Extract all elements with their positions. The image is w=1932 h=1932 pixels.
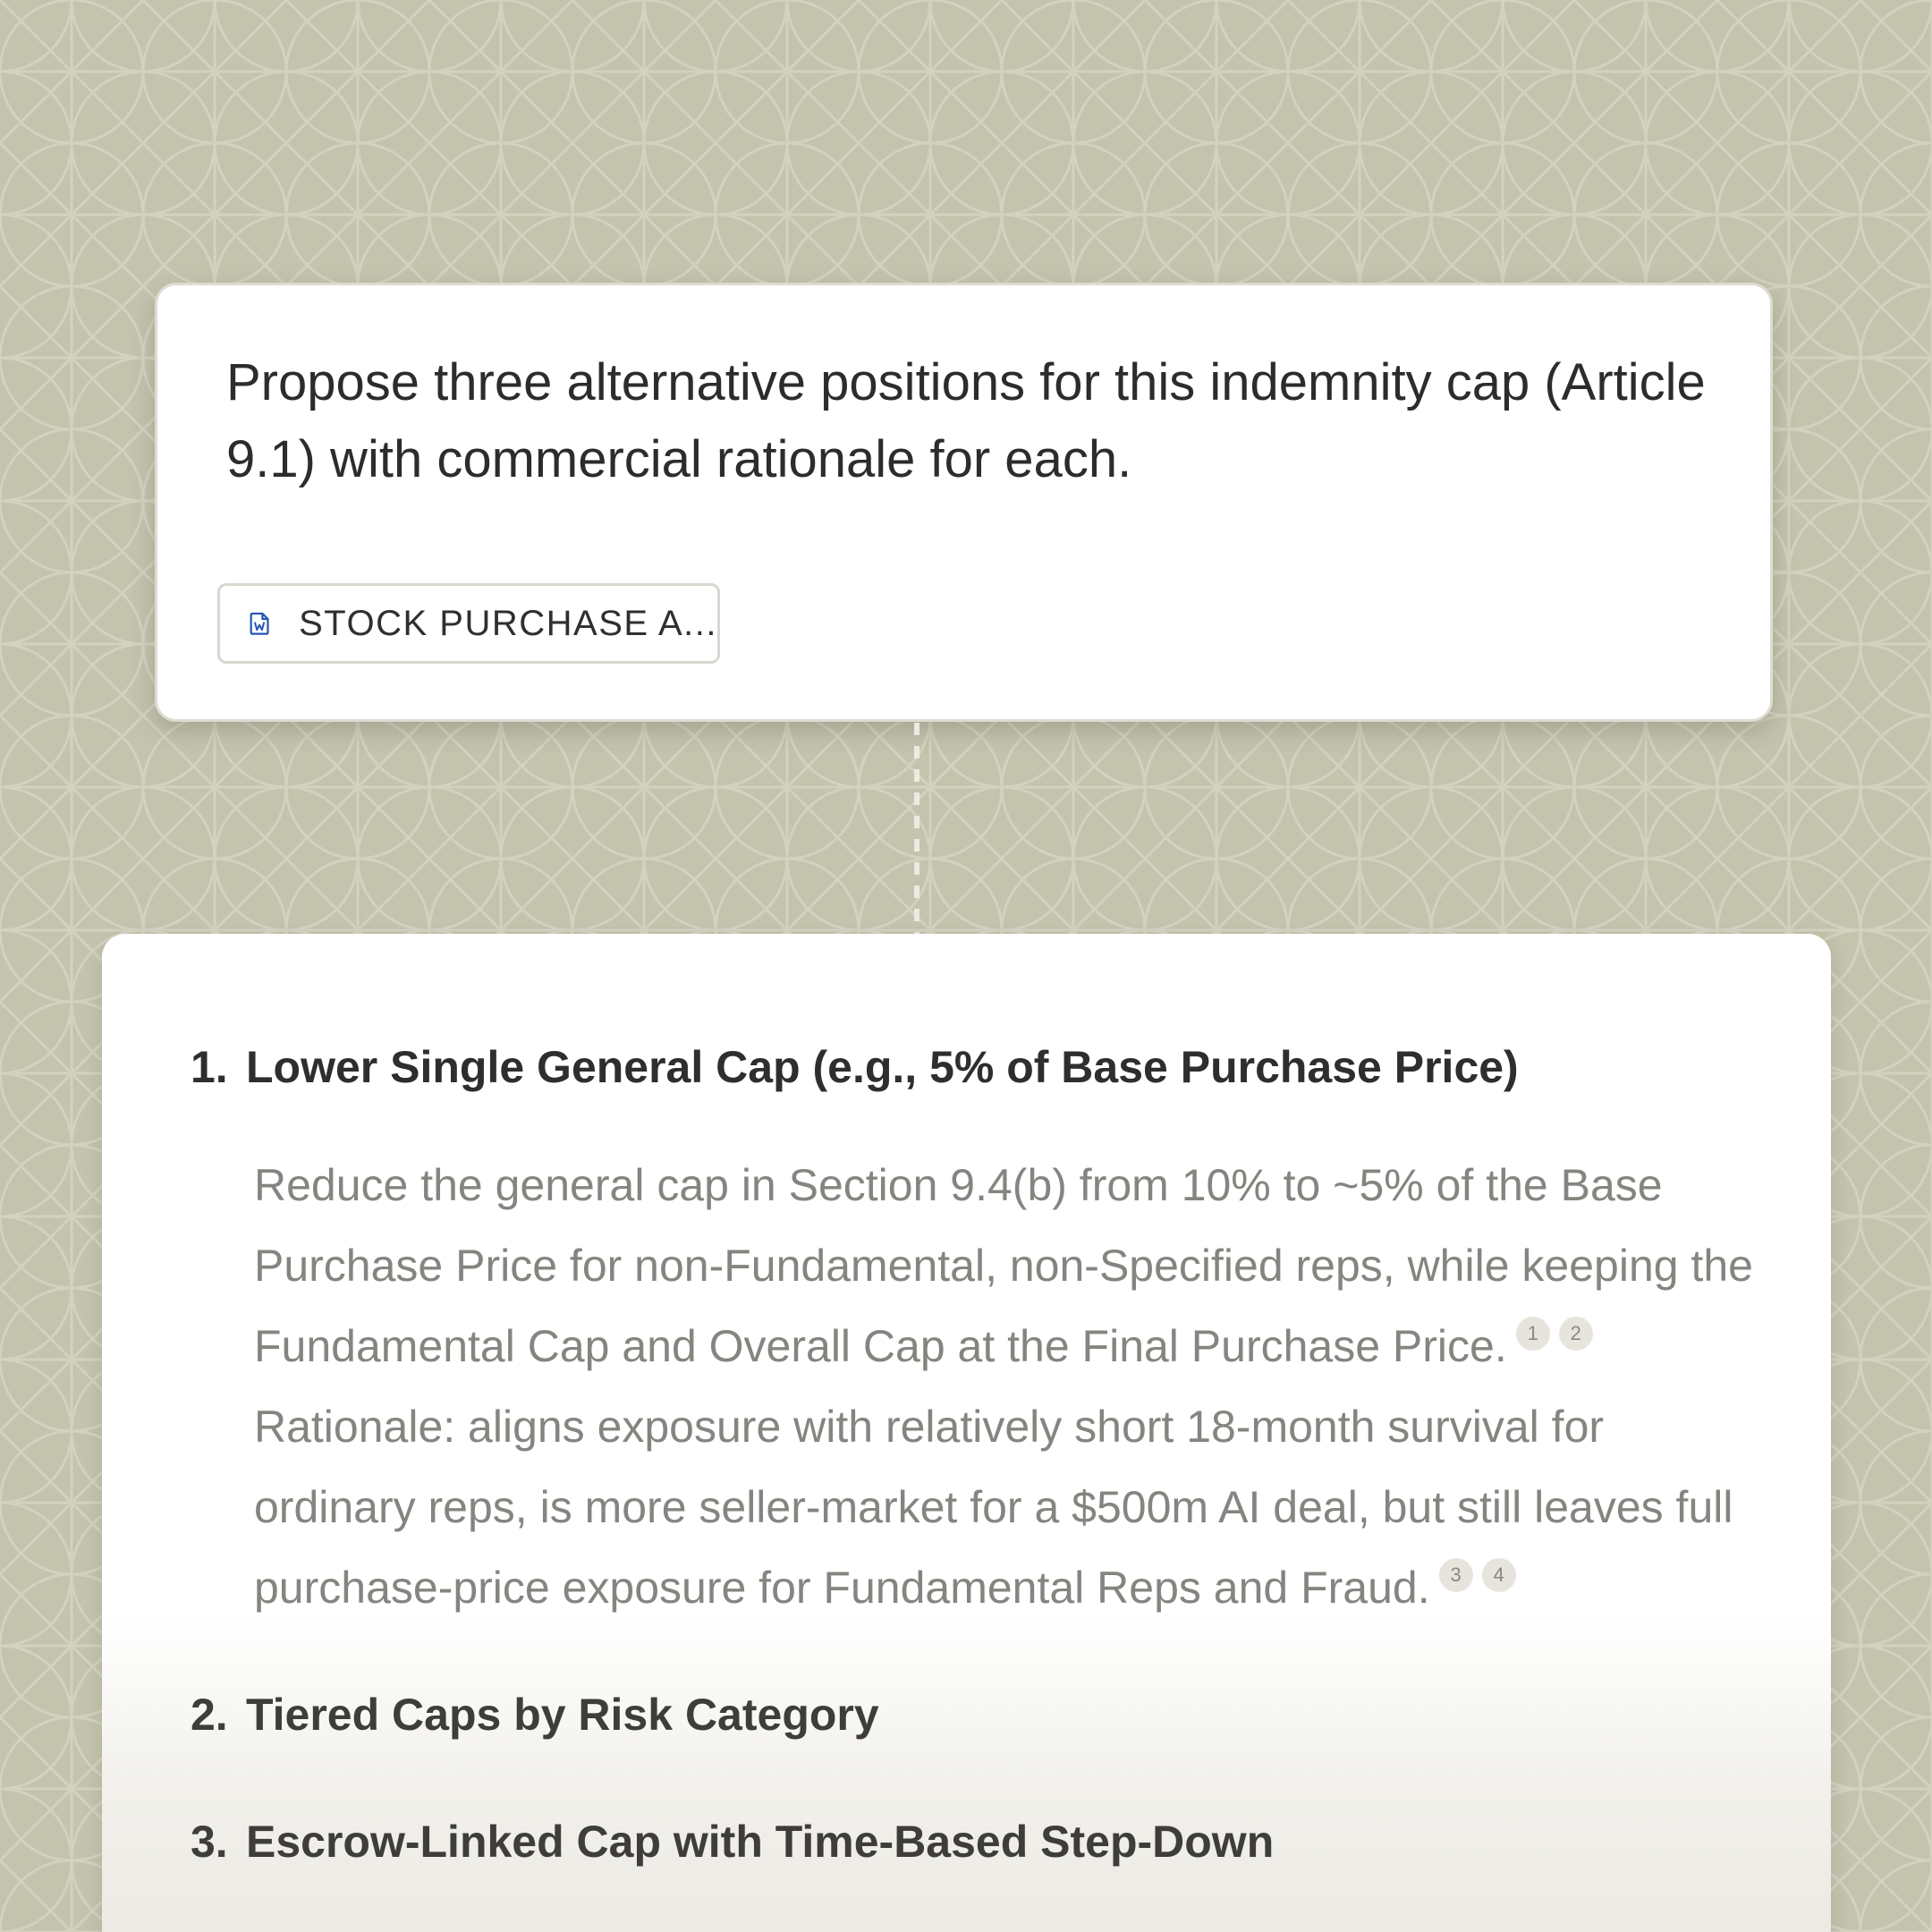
item-title: Tiered Caps by Risk Category xyxy=(246,1690,879,1740)
citation-badge[interactable]: 3 xyxy=(1439,1558,1473,1592)
item-number: 1. xyxy=(191,1042,228,1092)
item-number: 2. xyxy=(191,1690,228,1740)
user-prompt-card xyxy=(155,283,1773,722)
thread-connector xyxy=(914,723,919,934)
item-number: 3. xyxy=(191,1817,228,1867)
item-body-1 xyxy=(254,1145,1757,1628)
item-body-text: Reduce the general cap in Section 9.4(b) from 10% to ~5% of the Base Purchase Price for non-Fundamental, non-Specified reps, while keeping the Fundamental Cap and Overall Cap at the Final Purchase Price. xyxy=(254,1160,1753,1371)
item-rationale-text: Rationale: aligns exposure with relatively short 18-month survival for ordinary reps, is more seller-market for a $500m AI deal, but still leaves full purchase-price exposure for Fundamental Reps and Fraud. xyxy=(254,1402,1733,1613)
citation-badge[interactable]: 4 xyxy=(1482,1558,1516,1592)
citation-badge[interactable]: 2 xyxy=(1559,1317,1593,1351)
item-heading-3 xyxy=(191,1816,1274,1868)
item-title: Escrow-Linked Cap with Time-Based Step-Down xyxy=(246,1817,1275,1867)
word-document-icon xyxy=(250,603,269,644)
prompt-text: Propose three alternative positions for this indemnity cap (Article 9.1) with commercial rationale for each. xyxy=(226,353,1706,488)
attachment-chip[interactable] xyxy=(217,583,720,664)
item-heading-1 xyxy=(191,1041,1519,1093)
response-card xyxy=(102,934,1831,1932)
item-heading-2 xyxy=(191,1689,879,1741)
item-title: Lower Single General Cap (e.g., 5% of Base Purchase Price) xyxy=(246,1042,1519,1092)
citation-badge[interactable]: 1 xyxy=(1516,1317,1550,1351)
attachment-label: STOCK PURCHASE A... xyxy=(299,603,717,643)
